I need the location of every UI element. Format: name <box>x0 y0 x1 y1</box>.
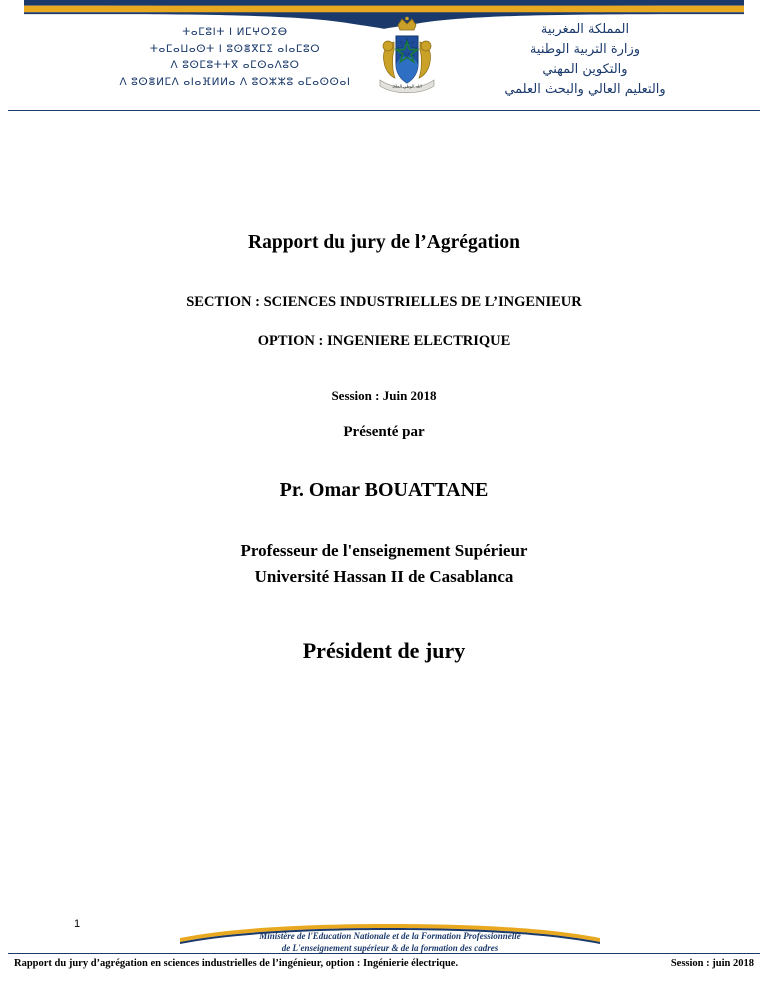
session-line: Session : Juin 2018 <box>331 388 437 403</box>
arabic-line-4: والتعليم العالي والبحث العلمي <box>504 82 666 97</box>
document-header <box>0 0 768 112</box>
footer-report-label: Rapport du jury d’agrégation en sciences industrielles de l’ingénieur, option : Ingénierie électrique. <box>14 958 459 969</box>
arabic-line-2: وزارة التربية الوطنية <box>529 42 641 57</box>
arabic-line-3: والتكوين المهني <box>542 62 628 77</box>
page-title: Rapport du jury de l’Agrégation <box>248 232 520 253</box>
tifinagh-line-2: ⵜⴰⵎⴰⵡⴰⵙⵜ ⵏ ⵓⵙⴻⴳⵎⵉ ⴰⵏⴰⵎⵓⵔ <box>149 42 321 55</box>
tifinagh-line-4: ⴷ ⵓⵙⴻⵍⵎⴷ ⴰⵏⴰⴼⵍⵍⴰ ⴷ ⵓⵔⵣⵣⵓ ⴰⵎⴰⵙⵙⴰⵏ <box>119 75 351 88</box>
title-page-content <box>0 232 768 664</box>
footer-ministry-line-2: de L'enseignement supérieur & de la formation des cadres <box>281 943 499 953</box>
jury-role: Président de jury <box>302 638 466 663</box>
svg-text:الله الوطن الملك: الله الوطن الملك <box>392 83 422 89</box>
section-line: SECTION : SCIENCES INDUSTRIELLES DE L’INGENIEUR <box>186 294 582 310</box>
footer-session-label: Session : juin 2018 <box>670 958 754 969</box>
tifinagh-line-3: ⴷ ⵓⵙⵎⵓⵜⵜⴳ ⴰⵎⵙⴰⴷⵓⵔ <box>170 59 300 71</box>
header-tifinagh-text <box>95 24 375 90</box>
page-number: 1 <box>74 918 81 930</box>
footer-text-row <box>14 958 754 969</box>
author-role-line-1: Professeur de l'enseignement Supérieur <box>240 541 528 560</box>
footer-ministry-line-1: Ministère de l'Education Nationale et de la Formation Professionnelle <box>259 931 521 941</box>
author-role <box>0 538 768 590</box>
presented-by-label: Présenté par <box>343 424 425 440</box>
tifinagh-line-1: ⵜⴰⵎⵓⵏⵜ ⵏ ⵍⵎⵖⵔⵉⴱ <box>182 26 288 38</box>
header-arabic-text <box>430 20 740 100</box>
footer-ministry-text <box>180 930 600 954</box>
footer-divider <box>8 953 760 954</box>
author-name: Pr. Omar BOUATTANE <box>279 479 489 501</box>
option-line: OPTION : INGENIERE ELECTRIQUE <box>257 333 511 349</box>
header-divider <box>8 110 760 111</box>
arabic-line-1: المملكة المغربية <box>540 22 630 37</box>
author-role-line-2: Université Hassan II de Casablanca <box>254 567 514 586</box>
